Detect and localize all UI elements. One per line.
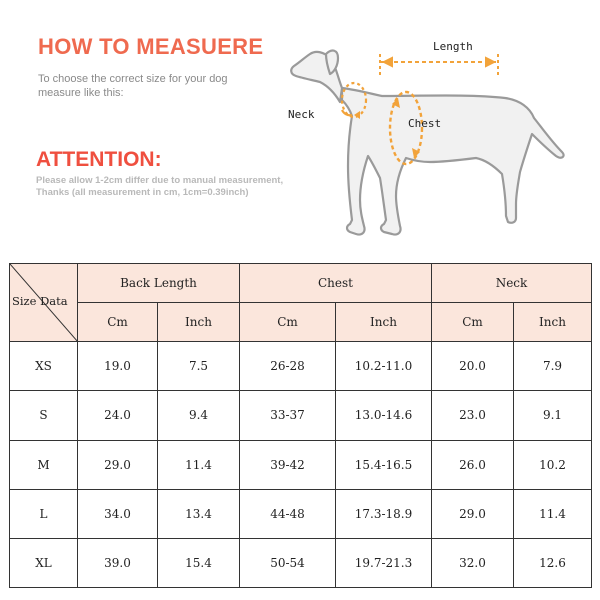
value-cell: 26-28 (240, 342, 336, 391)
value-cell: 50-54 (240, 538, 336, 587)
value-cell: 7.9 (514, 342, 592, 391)
value-cell: 32.0 (432, 538, 514, 587)
size-cell: M (10, 440, 78, 489)
value-cell: 9.4 (158, 391, 240, 440)
table-row (10, 391, 592, 440)
corner-label: Size Data (12, 294, 68, 308)
size-data-corner-cell (10, 264, 78, 342)
value-cell: 11.4 (158, 440, 240, 489)
attention-heading: ATTENTION: (36, 148, 162, 171)
unit-header: Inch (514, 303, 592, 342)
value-cell: 10.2-11.0 (336, 342, 432, 391)
group-header-neck: Neck (432, 264, 592, 303)
neck-label: Neck (288, 108, 315, 121)
table-row (10, 489, 592, 538)
unit-header: Inch (336, 303, 432, 342)
table-row (10, 538, 592, 587)
value-cell: 13.0-14.6 (336, 391, 432, 440)
dog-measurement-diagram (280, 20, 590, 250)
value-cell: 29.0 (432, 489, 514, 538)
dog-outline-icon (280, 20, 590, 250)
value-cell: 13.4 (158, 489, 240, 538)
value-cell: 10.2 (514, 440, 592, 489)
length-label: Length (433, 40, 473, 53)
page-title: HOW TO MEASUERE (38, 34, 264, 59)
value-cell: 17.3-18.9 (336, 489, 432, 538)
group-header-chest: Chest (240, 264, 432, 303)
value-cell: 7.5 (158, 342, 240, 391)
value-cell: 34.0 (78, 489, 158, 538)
value-cell: 19.7-21.3 (336, 538, 432, 587)
size-cell: S (10, 391, 78, 440)
value-cell: 20.0 (432, 342, 514, 391)
size-chart-table (9, 263, 592, 588)
value-cell: 15.4-16.5 (336, 440, 432, 489)
size-cell: XL (10, 538, 78, 587)
size-cell: L (10, 489, 78, 538)
value-cell: 39.0 (78, 538, 158, 587)
value-cell: 9.1 (514, 391, 592, 440)
table-row (10, 342, 592, 391)
chest-label: Chest (408, 117, 442, 130)
value-cell: 11.4 (514, 489, 592, 538)
unit-header: Cm (432, 303, 514, 342)
attention-note: Please allow 1-2cm differ due to manual measurement, Thanks (all measurement in cm, 1cm=0.39inch) (36, 175, 284, 198)
value-cell: 44-48 (240, 489, 336, 538)
size-cell: XS (10, 342, 78, 391)
value-cell: 24.0 (78, 391, 158, 440)
value-cell: 33-37 (240, 391, 336, 440)
unit-header: Cm (240, 303, 336, 342)
value-cell: 23.0 (432, 391, 514, 440)
value-cell: 19.0 (78, 342, 158, 391)
table-row (10, 440, 592, 489)
instructions-text: To choose the correct size for your dog measure like this: (38, 73, 228, 99)
value-cell: 15.4 (158, 538, 240, 587)
value-cell: 29.0 (78, 440, 158, 489)
value-cell: 12.6 (514, 538, 592, 587)
value-cell: 26.0 (432, 440, 514, 489)
value-cell: 39-42 (240, 440, 336, 489)
unit-header: Cm (78, 303, 158, 342)
group-header-back-length: Back Length (78, 264, 240, 303)
unit-header: Inch (158, 303, 240, 342)
